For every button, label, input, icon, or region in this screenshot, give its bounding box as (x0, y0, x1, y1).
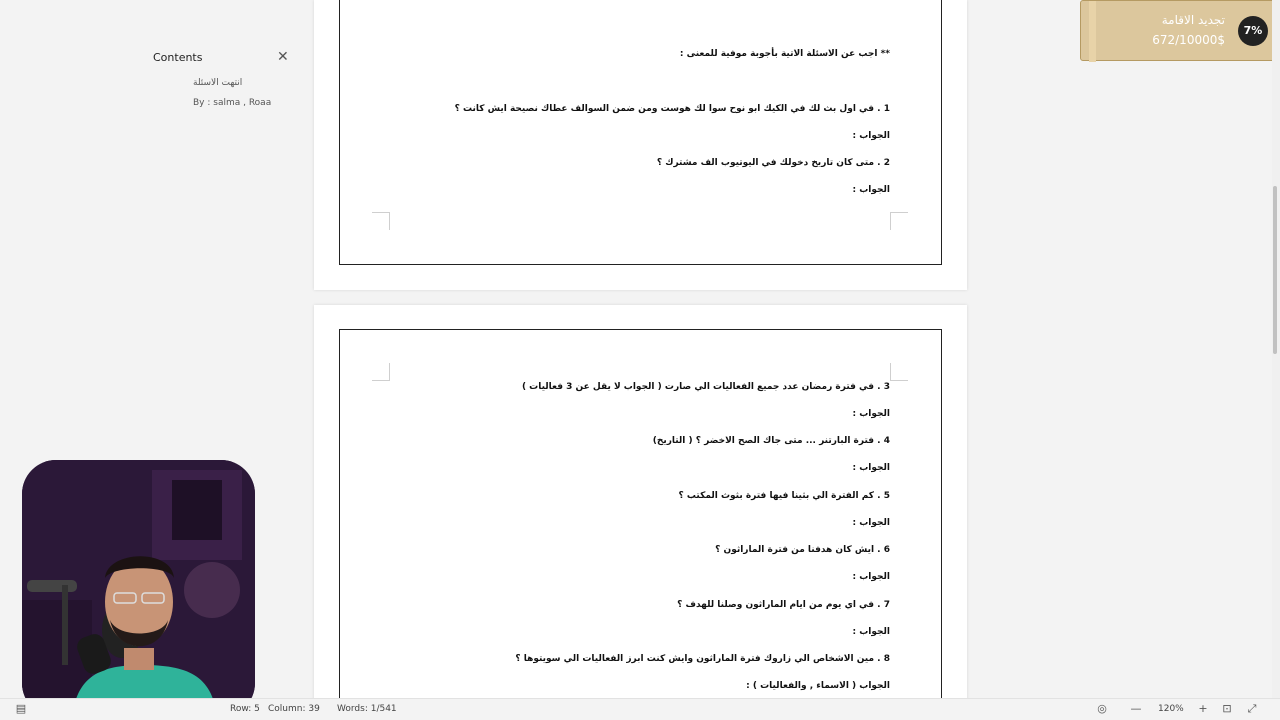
column-indicator: Column: 39 (268, 704, 320, 714)
scrollbar-thumb[interactable] (1273, 186, 1277, 354)
widget-title: تجديد الاقامة (1161, 13, 1225, 27)
document-page-2[interactable] (314, 305, 967, 705)
percent-badge: 7% (1238, 16, 1268, 46)
margin-corner-mark (372, 363, 390, 381)
question-7: 7 . في اي يوم من ايام الماراثون وصلنا للهدف ؟ (677, 600, 890, 610)
row-indicator: Row: 5 (230, 704, 260, 714)
webcam-overlay (22, 460, 255, 717)
answer-4: الجواب : (852, 463, 890, 473)
question-4: 4 . فترة البارتنر ... متى جاك الصح الاخضر ؟ ( التاريخ) (652, 436, 890, 446)
vertical-scrollbar[interactable] (1272, 0, 1280, 698)
answer-2: الجواب : (852, 185, 890, 195)
question-1: 1 . في اول بث لك في الكيك ابو نوح سوا لك هوست ومن ضمن السوالف عطاك نصيحة ايش كانت ؟ (454, 104, 890, 114)
question-6: 6 . ايش كان هدفنا من فترة الماراثون ؟ (715, 545, 890, 555)
instructions-line: ** اجب عن الاسئلة الاتية بأجوبة موفية للمعنى : (679, 49, 890, 59)
close-icon[interactable]: ✕ (277, 49, 289, 65)
zoom-level: 120% (1158, 704, 1184, 714)
answer-6: الجواب : (852, 572, 890, 582)
status-bar (0, 698, 1280, 720)
word-count: Words: 1/541 (337, 704, 397, 714)
question-2: 2 . متى كان تاريخ دخولك في اليوتيوب الف مشترك ؟ (656, 158, 890, 168)
sidebar-title: Contents (153, 51, 203, 64)
toc-item-end[interactable]: انتهت الاسئلة (193, 78, 243, 88)
document-page-1[interactable] (314, 0, 967, 290)
answer-3: الجواب : (852, 409, 890, 419)
answer-7: الجواب : (852, 627, 890, 637)
margin-corner-mark (890, 363, 908, 381)
answer-8: الجواب ( الاسماء , والفعاليات ) : (746, 681, 890, 691)
widget-count: 672/10000$ (1152, 33, 1225, 47)
question-3: 3 . في فترة رمضان عدد جميع الفعاليات الي صارت ( الجواب لا يقل عن 3 فعاليات ) (521, 382, 890, 392)
fullscreen-icon[interactable]: ⤢ (1247, 702, 1257, 715)
margin-corner-mark (890, 212, 908, 230)
question-5: 5 . كم الفترة الي بثينا فيها فترة بثوث المكتب ؟ (678, 491, 890, 501)
progress-bar (1089, 1, 1096, 62)
goal-widget (1080, 0, 1280, 61)
answer-1: الجواب : (852, 131, 890, 141)
page-view-icon[interactable]: ▤ (15, 702, 27, 715)
fit-page-icon[interactable]: ⊡ (1222, 702, 1232, 715)
minus-icon[interactable]: — (1130, 702, 1142, 715)
question-8: 8 . مين الاشخاص الي زاروك فترة الماراثون وايش كنت ابرز الفعاليات الي سويتوها ؟ (515, 654, 890, 664)
answer-5: الجواب : (852, 518, 890, 528)
globe-icon[interactable]: ◎ (1097, 702, 1107, 715)
plus-icon[interactable]: + (1198, 702, 1208, 715)
margin-corner-mark (372, 212, 390, 230)
toc-item-by[interactable]: By : salma , Roaa (193, 98, 272, 108)
